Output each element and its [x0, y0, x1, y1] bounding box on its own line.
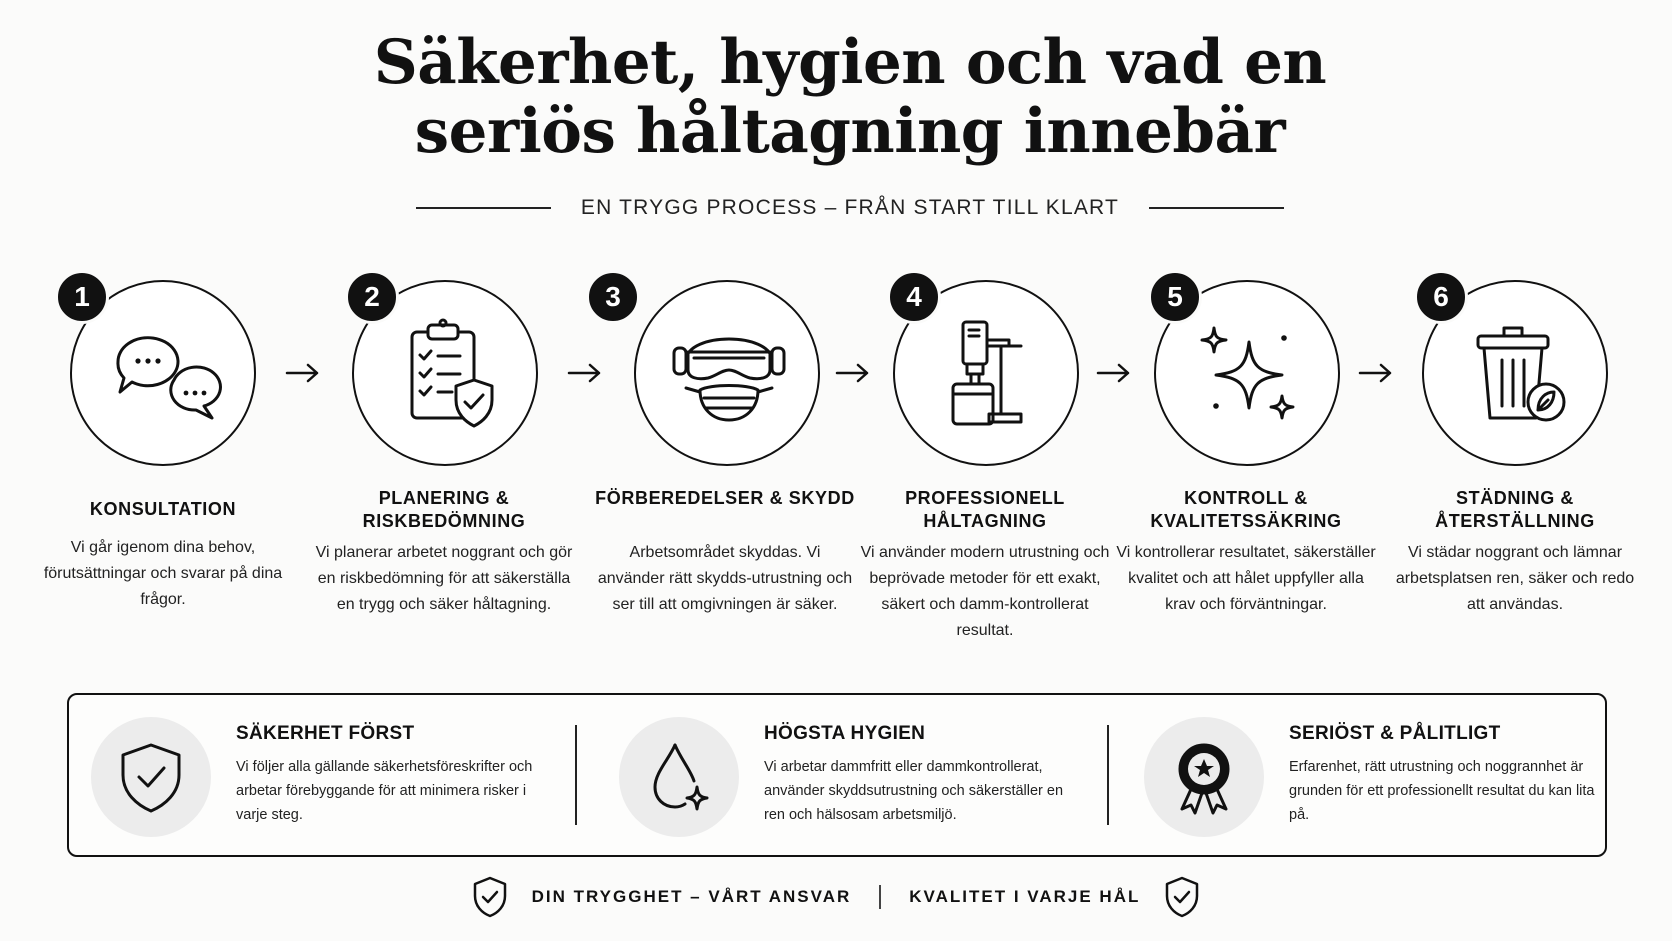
step-3-circle	[634, 280, 820, 466]
page-title	[0, 28, 1672, 166]
clipboard-shield-icon	[382, 310, 512, 440]
shield-check-icon	[111, 737, 191, 817]
step-5-description: Vi kontrollerar resultatet, säkerställer kvalitet och att hålet uppfyller alla krav och förväntningar.	[1116, 544, 1376, 613]
step-4-title: PROFESSIONELL HÅLTAGNING	[905, 488, 1065, 531]
feature-safety-description: Vi följer alla gällande säkerhetsföreskrifter och arbetar förebyggande för att minimera risker i varje steg.	[236, 759, 533, 823]
subtitle-rule-left	[416, 207, 551, 209]
step-4-number: 4	[887, 270, 941, 324]
step-6-description: Vi städar noggrant och lämnar arbetsplatsen ren, säker och redo att användas.	[1395, 544, 1635, 613]
core-drill-icon	[923, 310, 1053, 440]
subtitle-rule-right	[1149, 207, 1284, 209]
footer-right-text: KVALITET I VARJE HÅL	[909, 887, 1141, 906]
step-4-description: Vi använder modern utrustning och beprövade metoder för ett exakt, säkert och damm-kontrollerat resultat.	[860, 544, 1110, 639]
feature-hygiene-icon-bg	[619, 717, 739, 837]
shield-check-icon	[470, 875, 510, 919]
step-2-description: Vi planerar arbetet noggrant och gör en riskbedömning för att säkerställa en trygg och säker håltagning.	[315, 544, 573, 613]
trash-bin-leaf-icon	[1452, 310, 1582, 440]
feature-hygiene-title: HÖGSTA HYGIEN	[764, 723, 926, 744]
step-3-description: Arbetsområdet skyddas. Vi använder rätt skydds-utrustning och ser till att omgivningen är säker.	[597, 544, 853, 613]
footer-left-text: DIN TRYGGHET – VÅRT ANSVAR	[531, 887, 852, 906]
arrow-right-icon	[1095, 362, 1133, 384]
title-line-2: seriös håltagning innebär	[414, 96, 1286, 167]
arrow-right-icon	[566, 362, 604, 384]
step-1-description: Vi går igenom dina behov, förutsättningar och svarar på dina frågor.	[43, 539, 283, 608]
subtitle: EN TRYGG PROCESS – FRÅN START TILL KLART	[580, 196, 1120, 219]
footer	[0, 875, 1672, 919]
step-3-title: FÖRBEREDELSER & SKYDD	[595, 488, 855, 508]
arrow-right-icon	[1357, 362, 1395, 384]
water-drop-sparkle-icon	[639, 737, 719, 817]
step-3-number: 3	[586, 270, 640, 324]
step-5-title: KONTROLL & KVALITETSSÄKRING	[1150, 488, 1342, 531]
sparkle-icon	[1184, 310, 1314, 440]
step-6-number: 6	[1414, 270, 1468, 324]
feature-reliable-icon-bg	[1144, 717, 1264, 837]
title-line-1: Säkerhet, hygien och vad en	[373, 27, 1327, 98]
step-2-title: PLANERING & RISKBEDÖMNING	[362, 488, 526, 531]
feature-reliable-description: Erfarenhet, rätt utrustning och noggrannhet är grunden för ett professionellt resultat du kan lita på.	[1289, 759, 1595, 823]
feature-hygiene-description: Vi arbetar dammfritt eller dammkontrollerat, använder skyddsutrustning och säkerställer en ren och hälsosam arbetsmiljö.	[764, 759, 1064, 823]
step-1-title: KONSULTATION	[89, 499, 237, 519]
chat-bubbles-icon	[100, 310, 230, 440]
panel-divider	[575, 725, 577, 825]
features-panel	[67, 693, 1607, 857]
goggles-mask-icon	[664, 310, 794, 440]
step-5-number: 5	[1148, 270, 1202, 324]
step-2-number: 2	[345, 270, 399, 324]
subtitle-row	[0, 196, 1672, 220]
step-6-title: STÄDNING & ÅTERSTÄLLNING	[1435, 488, 1595, 531]
footer-separator	[879, 885, 881, 909]
arrow-right-icon	[284, 362, 322, 384]
step-1-number: 1	[55, 270, 109, 324]
panel-divider	[1107, 725, 1109, 825]
feature-reliable-title: SERIÖST & PÅLITLIGT	[1289, 723, 1501, 744]
feature-safety-icon-bg	[91, 717, 211, 837]
feature-safety-title: SÄKERHET FÖRST	[236, 723, 415, 744]
arrow-right-icon	[834, 362, 872, 384]
shield-check-icon	[1162, 875, 1202, 919]
award-badge-icon	[1164, 737, 1244, 817]
